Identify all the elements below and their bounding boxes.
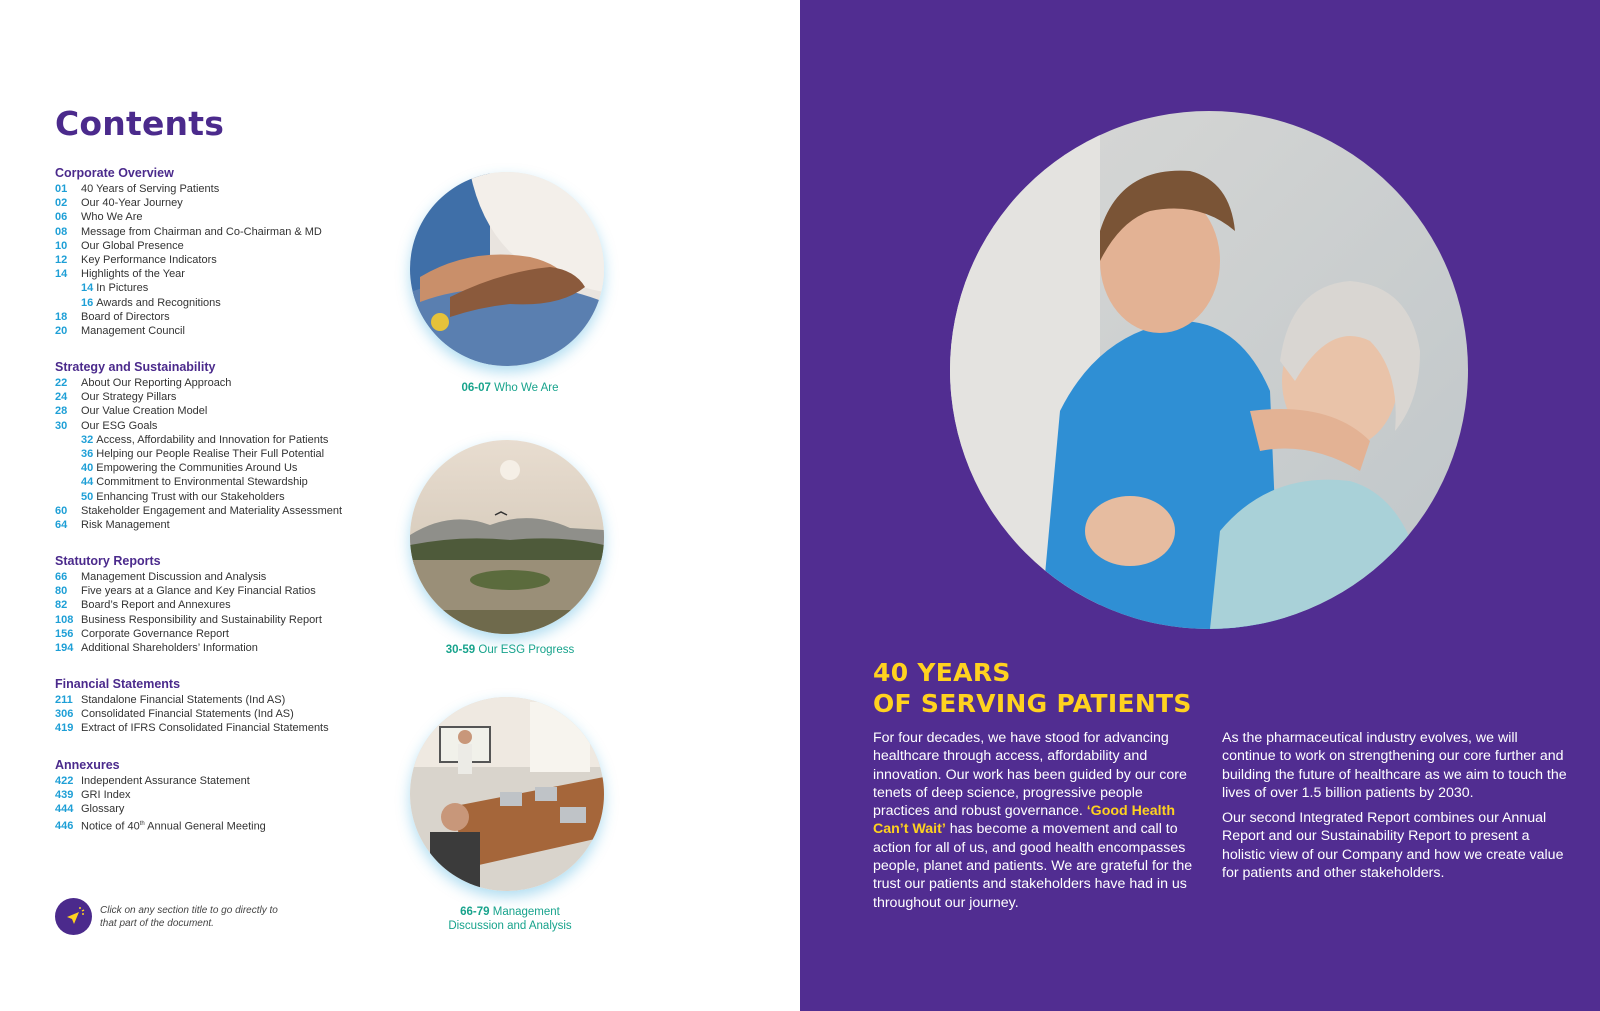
toc-page-number: 10 xyxy=(55,239,68,252)
toc-section xyxy=(55,758,395,831)
hint-line2: that part of the document. xyxy=(100,917,214,929)
toc-page-number: 18 xyxy=(55,310,68,323)
hero-column-right xyxy=(1222,729,1567,889)
toc-section xyxy=(55,166,395,338)
toc-item-label: Awards and Recognitions xyxy=(96,296,221,309)
toc-page-number: 36 xyxy=(81,447,94,460)
toc-item[interactable] xyxy=(55,707,395,721)
toc-item[interactable] xyxy=(55,404,395,418)
toc-page-number: 82 xyxy=(55,599,68,612)
toc-item-label: Management Discussion and Analysis xyxy=(81,571,267,583)
toc-item[interactable] xyxy=(55,419,395,433)
toc-item[interactable] xyxy=(55,310,395,324)
toc-item[interactable] xyxy=(55,613,395,627)
photo-pages: 30-59 xyxy=(445,644,476,656)
toc-page-number: 50 xyxy=(81,490,94,503)
toc-page-number: 419 xyxy=(55,722,74,735)
toc-item[interactable] xyxy=(55,239,395,253)
toc-item-label: Our Strategy Pillars xyxy=(81,391,177,404)
toc-item[interactable] xyxy=(55,461,395,475)
toc-item[interactable] xyxy=(55,817,395,831)
toc-item[interactable] xyxy=(55,788,395,802)
toc-page-number: 211 xyxy=(55,694,73,706)
toc-item[interactable] xyxy=(55,433,395,447)
toc-page-number: 20 xyxy=(55,324,68,337)
toc-item[interactable] xyxy=(55,281,395,295)
hero-heading-line1: 40 YEARS xyxy=(873,658,1011,687)
toc-page-number: 01 xyxy=(55,183,68,195)
toc-item-label: Our 40-Year Journey xyxy=(81,197,183,210)
toc-section xyxy=(55,360,395,532)
toc-item[interactable] xyxy=(55,390,395,404)
meeting-room-photo[interactable] xyxy=(410,697,604,891)
photo-caption-text-line2: Discussion and Analysis xyxy=(448,920,572,932)
toc-page-number: 24 xyxy=(55,391,68,404)
toc-item-label: Helping our People Realise Their Full Potential xyxy=(96,447,325,460)
toc-item-label: 40 Years of Serving Patients xyxy=(81,183,220,195)
toc-page-number: 30 xyxy=(55,419,68,432)
toc-page-number: 14 xyxy=(81,282,94,295)
hint-text xyxy=(100,904,300,930)
lake-landscape-photo[interactable] xyxy=(410,440,604,634)
hero-heading xyxy=(873,657,1192,719)
toc-item-label: Board of Directors xyxy=(81,310,170,323)
toc-section xyxy=(55,677,395,736)
toc-item-label: Our Value Creation Model xyxy=(81,405,208,418)
toc-item[interactable] xyxy=(55,225,395,239)
toc-section-title[interactable]: Statutory Reports xyxy=(55,554,161,568)
hero-paragraph: As the pharmaceutical industry evolves, we will continue to work on strengthening our core further and building the future of healthcare as we aim to touch the lives of over 1.5 billion patients by 2030. xyxy=(1222,730,1567,801)
toc-page-number: 12 xyxy=(55,253,68,266)
toc-item[interactable] xyxy=(55,802,395,816)
toc-page-number: 02 xyxy=(55,197,68,210)
photo-caption-text: Management xyxy=(492,906,560,918)
toc-item-label: Highlights of the Year xyxy=(81,268,185,281)
toc-item-label: Independent Assurance Statement xyxy=(81,775,250,787)
toc-item-label: Key Performance Indicators xyxy=(81,253,217,266)
toc-item-label: Enhancing Trust with our Stakeholders xyxy=(96,490,285,503)
toc-item[interactable] xyxy=(55,376,395,390)
photo-caption-text: Who We Are xyxy=(494,382,559,394)
toc-item-label: Commitment to Environmental Stewardship xyxy=(96,476,308,489)
toc-item[interactable] xyxy=(55,447,395,461)
toc-item[interactable] xyxy=(55,584,395,598)
toc-page-number: 08 xyxy=(55,225,68,238)
toc-item[interactable] xyxy=(55,267,395,281)
toc-item[interactable] xyxy=(55,475,395,489)
toc-item[interactable] xyxy=(55,324,395,338)
toc-section-title[interactable]: Financial Statements xyxy=(55,677,181,691)
toc-page-number: 32 xyxy=(81,433,94,446)
cursor-click-icon xyxy=(55,898,92,935)
toc-item-label: Standalone Financial Statements (Ind AS) xyxy=(81,694,286,706)
toc-item-label: Additional Shareholders’ Information xyxy=(81,641,258,654)
toc-item-label: Corporate Governance Report xyxy=(81,627,229,640)
toc-page-number: 194 xyxy=(55,641,74,654)
holding-hands-illustration xyxy=(410,172,604,366)
toc-item-label: Who We Are xyxy=(81,211,143,224)
toc-item[interactable] xyxy=(55,182,395,196)
toc-page-number: 22 xyxy=(55,377,68,389)
toc-page-number: 16 xyxy=(81,296,94,309)
toc-page-number: 28 xyxy=(55,405,68,418)
hint-line1: Click on any section title to go directly to xyxy=(100,904,278,916)
toc-item-label: Stakeholder Engagement and Materiality Assessment xyxy=(81,504,343,517)
toc-item-label: In Pictures xyxy=(96,282,149,295)
hero-paragraph: Our second Integrated Report combines our Annual Report and our Sustainability Report to present a holistic view of our Company and how we create value for patients and other stakeholders. xyxy=(1222,810,1564,882)
toc-item-label: Management Council xyxy=(81,324,185,337)
toc-page-number: 306 xyxy=(55,708,74,721)
toc-section-title[interactable]: Corporate Overview xyxy=(55,166,174,180)
toc-item-label: Our ESG Goals xyxy=(81,419,158,432)
toc-item-label: Glossary xyxy=(81,803,125,816)
toc-page-number: 444 xyxy=(55,803,74,816)
toc-item-label: Notice of 40 xyxy=(81,820,140,833)
toc-item-label: Access, Affordability and Innovation for Patients xyxy=(96,433,329,446)
toc-item[interactable] xyxy=(55,490,395,504)
photo-caption[interactable] xyxy=(410,905,610,933)
tagline-highlight: ‘Good Health Can’t Wait’ xyxy=(873,803,1176,838)
lake-landscape-illustration xyxy=(410,440,604,634)
toc-page-number: 446 xyxy=(55,820,74,833)
toc-item-label: Our Global Presence xyxy=(81,239,184,252)
toc-item[interactable] xyxy=(55,774,395,788)
toc-item-label: Business Responsibility and Sustainability Report xyxy=(81,613,322,626)
toc-item-label: Risk Management xyxy=(81,518,170,531)
toc-item[interactable] xyxy=(55,296,395,310)
toc-page-number: 44 xyxy=(81,476,94,489)
toc-item[interactable] xyxy=(55,627,395,641)
toc-item[interactable] xyxy=(55,504,395,518)
toc-section xyxy=(55,554,395,655)
nurse-patient-illustration xyxy=(950,111,1468,629)
toc-section-title[interactable]: Annexures xyxy=(55,758,120,772)
toc-page-number: 80 xyxy=(55,585,68,598)
toc-page-number: 06 xyxy=(55,211,68,224)
toc-page-number: 156 xyxy=(55,627,74,640)
hero-column-left xyxy=(873,729,1203,919)
toc-item[interactable] xyxy=(55,693,395,707)
toc-item[interactable] xyxy=(55,518,395,532)
toc-page-number: 14 xyxy=(55,268,68,281)
toc-item[interactable] xyxy=(55,253,395,267)
toc-item[interactable] xyxy=(55,570,395,584)
holding-hands-photo[interactable] xyxy=(410,172,604,366)
toc-page-number: 64 xyxy=(55,518,68,531)
toc-page-number: 439 xyxy=(55,789,74,802)
page-title: Contents xyxy=(55,104,225,143)
toc-page-number: 66 xyxy=(55,571,68,583)
toc-page-number: 40 xyxy=(81,462,94,475)
toc-item-label: GRI Index xyxy=(81,789,131,802)
photo-pages: 66-79 xyxy=(460,906,490,918)
toc-page-number: 108 xyxy=(55,613,74,626)
toc-item[interactable] xyxy=(55,641,395,655)
photo-pages: 06-07 xyxy=(461,382,491,394)
photo-caption-text: Our ESG Progress xyxy=(478,644,575,656)
photo-caption[interactable] xyxy=(410,643,610,657)
toc-page-number: 422 xyxy=(55,775,74,787)
nurse-patient-photo xyxy=(950,111,1468,629)
toc-page-number: 60 xyxy=(55,504,68,517)
hero-heading-line2: OF SERVING PATIENTS xyxy=(873,689,1192,718)
toc-item-label-after: Annual General Meeting xyxy=(144,820,266,833)
toc-item-superscript: th xyxy=(139,820,145,827)
meeting-room-illustration xyxy=(410,697,604,891)
photo-caption[interactable] xyxy=(410,381,610,395)
toc-item-label: Extract of IFRS Consolidated Financial Statements xyxy=(81,722,329,735)
toc-item[interactable] xyxy=(55,721,395,735)
toc-item-label: About Our Reporting Approach xyxy=(81,377,232,389)
toc-section-title[interactable]: Strategy and Sustainability xyxy=(55,360,216,374)
toc-item-label: Empowering the Communities Around Us xyxy=(96,462,298,475)
toc-item[interactable] xyxy=(55,210,395,224)
toc-item-label: Board’s Report and Annexures xyxy=(81,599,231,612)
hero-text-part1: For four decades, we have stood for advancing healthcare through access, affordability and innovation. Our work has been guided by our core tenets of deep science, progressive people practices and robust governance. xyxy=(873,730,1187,820)
toc-item-label: Message from Chairman and Co-Chairman & MD xyxy=(81,225,322,238)
navigation-hint xyxy=(55,898,300,935)
toc-item-label: Consolidated Financial Statements (Ind AS) xyxy=(81,708,294,721)
hero-text-part2: has become a movement and call to action for all of us, and good health encompasses people, planet and patients. We are grateful for the trust our patients and stakeholders have had in us throughout our journey. xyxy=(873,821,1193,911)
hero-paragraph xyxy=(873,729,1203,912)
toc-item[interactable] xyxy=(55,598,395,612)
toc-item-label: Five years at a Glance and Key Financial Ratios xyxy=(81,585,316,598)
toc-item[interactable] xyxy=(55,196,395,210)
